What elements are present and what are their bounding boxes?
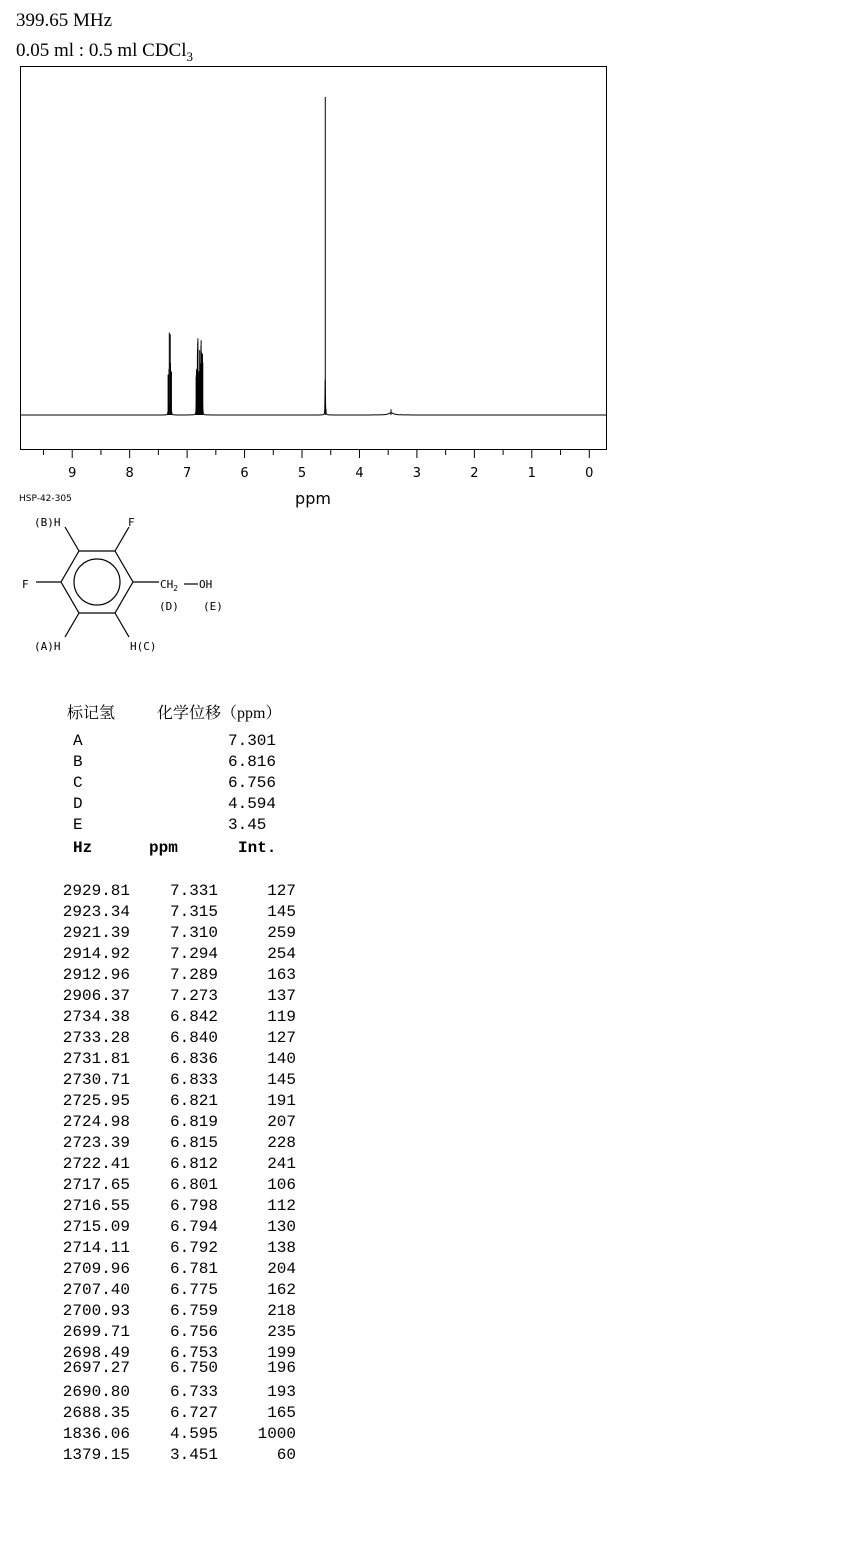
peak-table-header-hz: Hz xyxy=(73,839,93,857)
x-tick-label: 5 xyxy=(297,466,307,481)
x-tick-label: 3 xyxy=(412,466,422,481)
assignment-label: C xyxy=(73,774,83,792)
peak-int: 193 xyxy=(267,1383,296,1401)
assignment-header-label: 标记氢 xyxy=(67,705,116,722)
assignment-header-shift: 化学位移（ppm） xyxy=(157,705,282,722)
peak-int: 259 xyxy=(267,924,296,942)
peak-hz: 2715.09 xyxy=(62,1218,130,1236)
peak-hz: 1379.15 xyxy=(62,1446,130,1464)
peak-ppm: 6.792 xyxy=(169,1239,218,1257)
assignment-label: D xyxy=(73,795,83,813)
peak-int: 119 xyxy=(267,1008,296,1026)
peak-int: 127 xyxy=(267,1029,296,1047)
peak-ppm: 4.595 xyxy=(169,1425,218,1443)
atom-label-f-top: F xyxy=(128,516,135,529)
peak-int: 138 xyxy=(267,1239,296,1257)
peak-int: 165 xyxy=(267,1404,296,1422)
peak-int: 140 xyxy=(267,1050,296,1068)
peak-int: 112 xyxy=(267,1197,296,1215)
peak-int: 204 xyxy=(267,1260,296,1278)
assignment-shift: 7.301 xyxy=(228,732,277,750)
spectrum-id: HSP-42-305 xyxy=(19,494,72,504)
peak-int: 145 xyxy=(267,1071,296,1089)
peak-ppm: 6.753 xyxy=(169,1344,218,1362)
peak-ppm: 6.756 xyxy=(169,1323,218,1341)
peak-hz: 2717.65 xyxy=(62,1176,130,1194)
peak-hz: 2734.38 xyxy=(62,1008,130,1026)
peak-hz: 2906.37 xyxy=(62,987,130,1005)
peak-int: 130 xyxy=(267,1218,296,1236)
peak-ppm: 6.727 xyxy=(169,1404,218,1422)
peak-ppm: 6.821 xyxy=(169,1092,218,1110)
ch2-text: CH xyxy=(160,578,174,591)
x-tick-label: 4 xyxy=(355,466,364,481)
peak-hz: 2722.41 xyxy=(62,1155,130,1173)
peak-ppm: 6.781 xyxy=(169,1260,218,1278)
peak-hz: 2921.39 xyxy=(62,924,130,942)
peak-hz: 2698.49 xyxy=(62,1344,130,1362)
atom-label-d: (D) xyxy=(159,600,179,613)
peak-ppm: 7.294 xyxy=(169,945,218,963)
peak-ppm: 6.794 xyxy=(169,1218,218,1236)
atom-label-b-h: (B)H xyxy=(34,516,61,529)
peak-ppm: 6.750 xyxy=(169,1359,218,1377)
peak-int: 137 xyxy=(267,987,296,1005)
peak-hz: 2929.81 xyxy=(62,882,130,900)
peak-int: 235 xyxy=(267,1323,296,1341)
peak-hz: 2699.71 xyxy=(62,1323,130,1341)
x-tick-label: 8 xyxy=(125,466,134,481)
assignment-label: E xyxy=(73,816,83,834)
peak-ppm: 7.289 xyxy=(169,966,218,984)
peak-ppm: 6.819 xyxy=(169,1113,218,1131)
peak-hz: 2714.11 xyxy=(62,1239,130,1257)
peak-int: 162 xyxy=(267,1281,296,1299)
peak-hz: 2690.80 xyxy=(62,1383,130,1401)
peak-hz: 2723.39 xyxy=(62,1134,130,1152)
x-tick-label: 7 xyxy=(182,466,192,481)
assignment-label: B xyxy=(73,753,83,771)
peak-ppm: 6.801 xyxy=(169,1176,218,1194)
peak-int: 254 xyxy=(267,945,296,963)
peak-int: 60 xyxy=(276,1446,296,1464)
peak-hz: 2716.55 xyxy=(62,1197,130,1215)
peak-hz: 2730.71 xyxy=(62,1071,130,1089)
peak-int: 207 xyxy=(267,1113,296,1131)
peak-hz: 2914.92 xyxy=(62,945,130,963)
peak-ppm: 6.836 xyxy=(169,1050,218,1068)
peak-hz: 2912.96 xyxy=(62,966,130,984)
peak-ppm: 6.815 xyxy=(169,1134,218,1152)
peak-ppm: 3.451 xyxy=(169,1446,218,1464)
peak-int: 199 xyxy=(267,1344,296,1362)
peak-ppm: 7.273 xyxy=(169,987,218,1005)
peak-int: 106 xyxy=(267,1176,296,1194)
peak-hz: 2697.27 xyxy=(62,1359,130,1377)
peak-int: 241 xyxy=(267,1155,296,1173)
peak-int: 218 xyxy=(267,1302,296,1320)
peak-hz: 2923.34 xyxy=(62,903,130,921)
x-tick-label: 9 xyxy=(68,466,77,481)
peak-ppm: 6.840 xyxy=(169,1029,218,1047)
peak-hz: 2724.98 xyxy=(62,1113,130,1131)
sample-subscript: 3 xyxy=(186,48,193,64)
atom-label-h-c: H(C) xyxy=(130,640,157,653)
atom-label-f-left: F xyxy=(22,578,29,591)
peak-ppm: 7.331 xyxy=(169,882,218,900)
peak-hz: 2725.95 xyxy=(62,1092,130,1110)
peak-int: 127 xyxy=(267,882,296,900)
peak-int: 145 xyxy=(267,903,296,921)
peak-ppm: 6.812 xyxy=(169,1155,218,1173)
peak-int: 196 xyxy=(267,1359,296,1377)
atom-label-oh: OH xyxy=(199,578,213,591)
peak-int: 228 xyxy=(267,1134,296,1152)
peak-ppm: 7.310 xyxy=(169,924,218,942)
sample-prefix: 0.05 ml : 0.5 ml CDCl xyxy=(16,40,187,61)
x-axis-label: ppm xyxy=(295,489,331,508)
peak-table-header-int: Int. xyxy=(238,839,277,857)
atom-label-a-h: (A)H xyxy=(34,640,61,653)
peak-ppm: 6.775 xyxy=(169,1281,218,1299)
assignment-label: A xyxy=(73,732,83,750)
peak-hz: 2733.28 xyxy=(62,1029,130,1047)
assignment-shift: 6.816 xyxy=(228,753,277,771)
peak-hz: 2700.93 xyxy=(62,1302,130,1320)
atom-label-e: (E) xyxy=(203,600,223,613)
peak-ppm: 6.842 xyxy=(169,1008,218,1026)
peak-ppm: 6.733 xyxy=(169,1383,218,1401)
peak-hz: 2731.81 xyxy=(62,1050,130,1068)
peak-ppm: 6.759 xyxy=(169,1302,218,1320)
peak-hz: 2709.96 xyxy=(62,1260,130,1278)
assignment-shift: 3.45 xyxy=(228,816,267,834)
frequency-label: 399.65 MHz xyxy=(16,10,113,31)
peak-ppm: 6.833 xyxy=(169,1071,218,1089)
x-tick-label: 1 xyxy=(527,466,536,481)
peak-int: 191 xyxy=(267,1092,296,1110)
x-tick-label: 6 xyxy=(240,466,249,481)
peak-hz: 2707.40 xyxy=(62,1281,130,1299)
x-tick-label: 0 xyxy=(585,466,594,481)
peak-int: 163 xyxy=(267,966,296,984)
assignment-shift: 4.594 xyxy=(228,795,277,813)
peak-table-header-ppm: ppm xyxy=(149,839,178,857)
peak-hz: 2688.35 xyxy=(62,1404,130,1422)
assignment-shift: 6.756 xyxy=(228,774,277,792)
ch2-subscript: 2 xyxy=(173,584,179,593)
x-tick-label: 2 xyxy=(470,466,479,481)
peak-ppm: 7.315 xyxy=(169,903,218,921)
peak-int: 1000 xyxy=(257,1425,296,1443)
peak-hz: 1836.06 xyxy=(62,1425,130,1443)
peak-ppm: 6.798 xyxy=(169,1197,218,1215)
